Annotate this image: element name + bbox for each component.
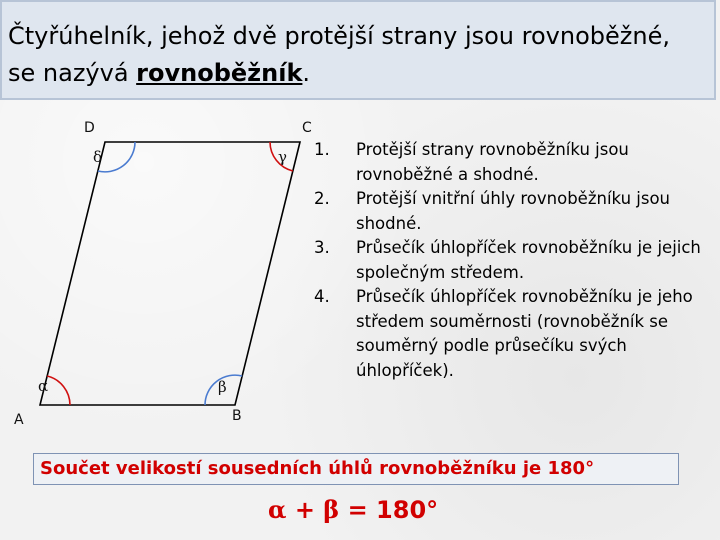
property-item — [312, 187, 712, 236]
property-number: 1. — [314, 140, 330, 159]
property-text: Průsečík úhlopříček rovnoběžníku je jeho středem souměrnosti (rovnoběžník se souměrný podle průsečíku svých úhlopříček). — [356, 287, 693, 380]
alpha-label: α — [38, 377, 49, 395]
title-prefix: se nazývá — [8, 59, 137, 87]
property-text: Protější strany rovnoběžníku jsou rovnoběžné a shodné. — [356, 140, 629, 184]
parallelogram-diagram — [0, 100, 310, 440]
property-item — [312, 285, 712, 383]
properties-list — [312, 138, 712, 383]
beta-label: β — [218, 378, 227, 396]
summary-box — [33, 453, 679, 485]
property-item — [312, 236, 712, 285]
property-item — [312, 138, 712, 187]
eq-plus: + — [286, 496, 324, 524]
property-text: Protější vnitřní úhly rovnoběžníku jsou shodné. — [356, 189, 671, 233]
title-suffix: . — [302, 59, 311, 87]
delta-label: δ — [93, 148, 103, 166]
vertex-A-label: A — [14, 412, 24, 428]
angle-equation — [268, 495, 438, 524]
title-box — [0, 0, 716, 100]
alpha-arc — [47, 376, 70, 405]
vertex-B-label: B — [232, 408, 242, 424]
vertex-D-label: D — [84, 120, 95, 136]
vertex-C-label: C — [302, 120, 312, 136]
gamma-label: γ — [278, 148, 287, 166]
parallelogram-shape — [40, 142, 300, 405]
eq-alpha: α — [268, 495, 287, 524]
property-number: 2. — [314, 189, 330, 208]
property-number: 4. — [314, 287, 330, 306]
term-rovnobeznik: rovnoběžník — [136, 59, 303, 87]
title-line-2 — [8, 59, 310, 87]
eq-rest: = 180° — [339, 496, 439, 524]
eq-beta: β — [323, 495, 340, 524]
title-line-1: Čtyřúhelník, jehož dvě protější strany jsou rovnoběžné, — [8, 22, 670, 50]
summary-text: Součet velikostí sousedních úhlů rovnoběžníku je 180° — [40, 458, 595, 479]
property-number: 3. — [314, 238, 330, 257]
property-text: Průsečík úhlopříček rovnoběžníku je jejich společným středem. — [356, 238, 701, 282]
